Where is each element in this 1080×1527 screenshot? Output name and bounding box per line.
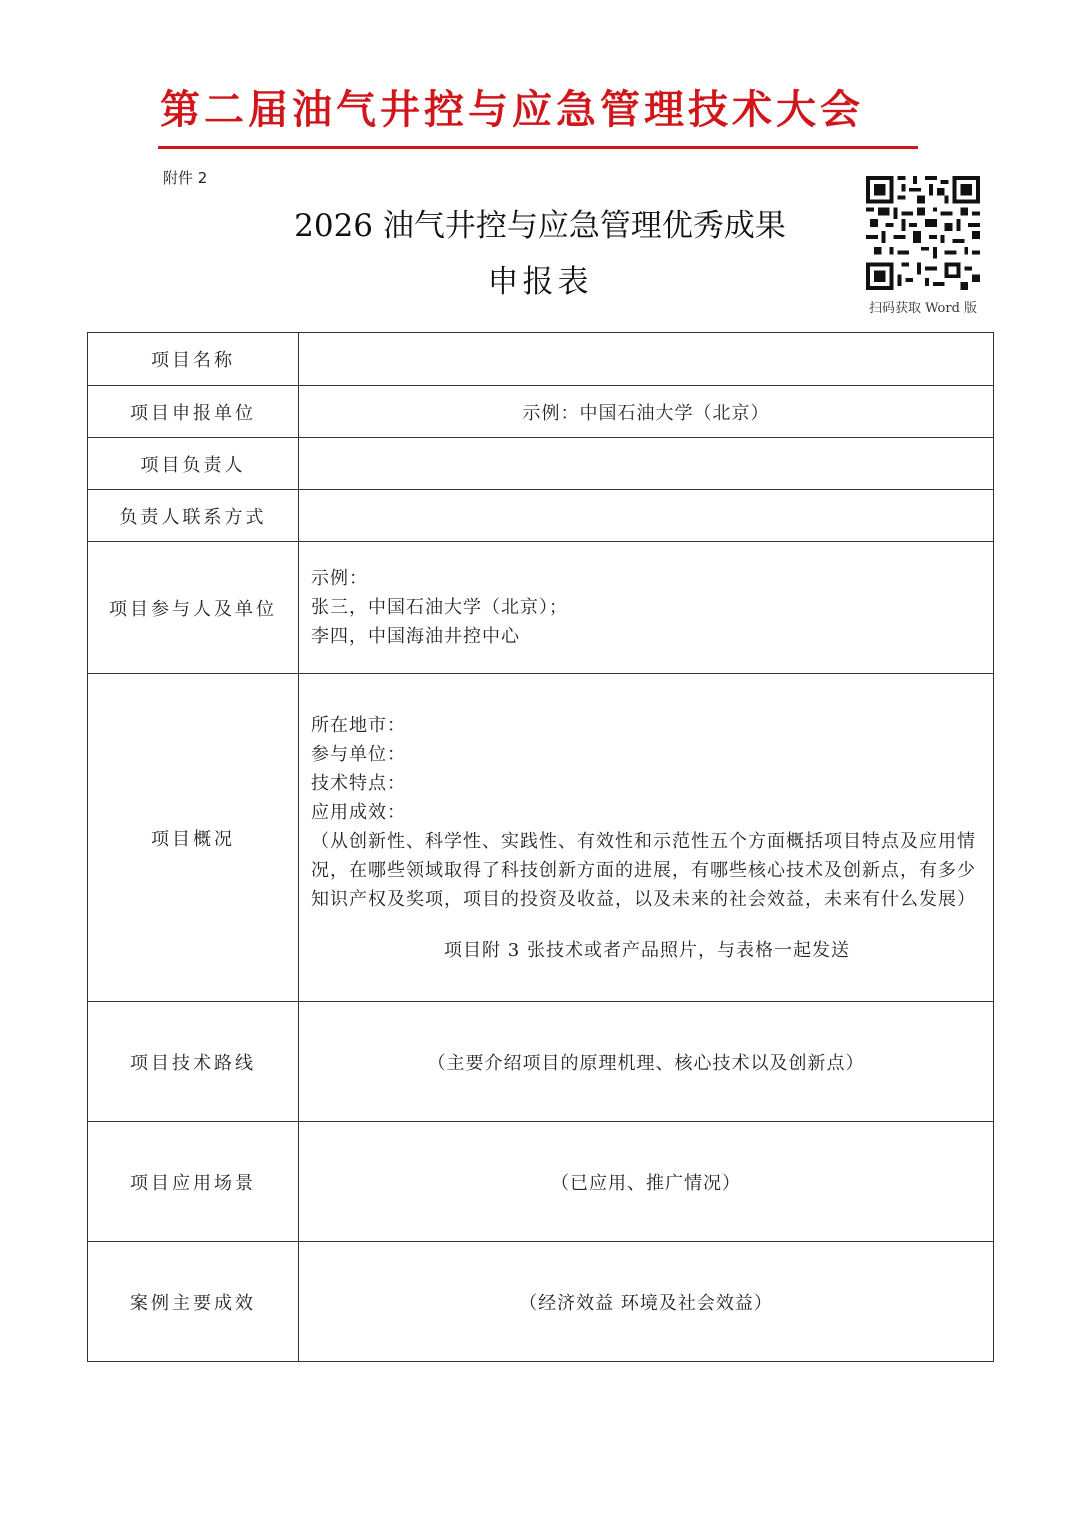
field-tech-route[interactable]: （主要介绍项目的原理机理、核心技术以及创新点）: [299, 1002, 994, 1122]
participants-line: 示例：: [311, 568, 368, 589]
qr-caption: 扫码获取 Word 版: [868, 301, 978, 316]
label-tech-route: 项目技术路线: [88, 1002, 299, 1122]
attachment-label: 附件 2: [163, 169, 208, 187]
field-project-name[interactable]: [299, 333, 994, 386]
application-form-table: [87, 332, 994, 1362]
table-row: [88, 1002, 994, 1122]
overview-line: 所在地市：: [311, 714, 406, 736]
form-subtitle: 申报表: [487, 264, 593, 300]
label-participants: 项目参与人及单位: [88, 542, 299, 674]
conference-title: 第二届油气井控与应急管理技术大会: [160, 86, 864, 133]
title-divider: [158, 146, 918, 149]
field-project-leader[interactable]: [299, 438, 994, 490]
field-application-scenario[interactable]: （已应用、推广情况）: [299, 1122, 994, 1242]
label-project-name: 项目名称: [88, 333, 299, 386]
form-title: 2026 油气井控与应急管理优秀成果: [294, 208, 786, 244]
overview-photo-note: 项目附 3 张技术或者产品照片，与表格一起发送: [444, 939, 850, 961]
overview-line: 应用成效：: [311, 801, 406, 823]
table-row: [88, 490, 994, 542]
field-main-results[interactable]: （经济效益 环境及社会效益）: [299, 1242, 994, 1362]
table-row: [88, 1242, 994, 1362]
overview-line: 技术特点：: [311, 772, 406, 794]
overview-line: 参与单位：: [311, 743, 406, 765]
participants-line: 李四，中国海油井控中心: [311, 626, 520, 647]
label-project-overview: 项目概况: [88, 674, 299, 1002]
table-row: [88, 674, 994, 1002]
overview-guidance: （从创新性、科学性、实践性、有效性和示范性五个方面概括项目特点及应用情况，在哪些领域取得了科技创新方面的进展，有哪些核心技术及创新点，有多少知识产权及奖项，项目的投资及收益，以及未来的社会效益，未来有什么发展）: [311, 830, 976, 910]
field-project-overview[interactable]: [299, 674, 994, 1002]
table-row: [88, 1122, 994, 1242]
table-row: [88, 542, 994, 674]
field-applicant-unit[interactable]: 示例：中国石油大学（北京）: [299, 386, 994, 438]
label-main-results: 案例主要成效: [88, 1242, 299, 1362]
table-row: [88, 333, 994, 386]
field-leader-contact[interactable]: [299, 490, 994, 542]
qr-code-icon[interactable]: [866, 176, 980, 290]
field-participants[interactable]: [299, 542, 994, 674]
label-leader-contact: 负责人联系方式: [88, 490, 299, 542]
label-application-scenario: 项目应用场景: [88, 1122, 299, 1242]
label-applicant-unit: 项目申报单位: [88, 386, 299, 438]
table-row: [88, 438, 994, 490]
table-row: [88, 386, 994, 438]
label-project-leader: 项目负责人: [88, 438, 299, 490]
participants-line: 张三，中国石油大学（北京）；: [311, 597, 568, 618]
